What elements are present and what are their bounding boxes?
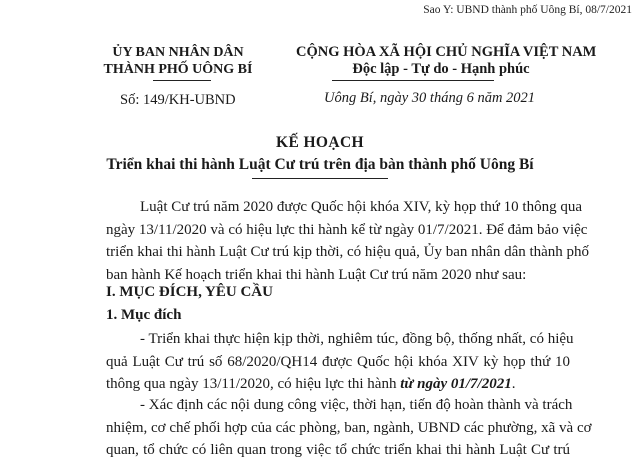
paragraph-line: - Triển khai thực hiện kịp thời, nghiêm túc, đồng bộ, thống nhất, có hiệu — [140, 331, 574, 347]
paragraph-period: . — [511, 376, 516, 392]
paragraph-line: - Xác định các nội dung công việc, thời hạn, tiến độ hoàn thành và trách — [140, 397, 573, 413]
copy-note: Sao Y: UBND thành phố Uông Bí, 08/7/2021 — [423, 4, 632, 16]
effective-date-emphasis: từ ngày 01/7/2021 — [400, 376, 512, 392]
document-title: KẾ HOẠCH — [275, 134, 365, 151]
intro-line: triển khai thi hành Luật Cư trú kịp thời, có hiệu quả, Ủy ban nhân dân thành phố — [106, 244, 590, 260]
intro-line: ban hành Kế hoạch triển khai thi hành Luật Cư trú năm 2020 như sau: — [106, 266, 527, 283]
subtitle-underline — [252, 178, 388, 179]
national-motto: Độc lập - Tự do - Hạnh phúc — [352, 61, 530, 77]
intro-line: Luật Cư trú năm 2020 được Quốc hội khóa XIV, kỳ họp thứ 10 thông qua — [140, 199, 582, 215]
paragraph-line: quả Luật Cư trú số 68/2020/QH14 được Quốc hội khóa XIV kỳ họp thứ 10 — [106, 353, 570, 370]
purpose-paragraph-2 — [106, 394, 592, 462]
section-heading: I. MỤC ĐÍCH, YÊU CẦU — [106, 284, 273, 300]
paragraph-text: thông qua ngày 13/11/2020, có hiệu lực thi hành — [106, 376, 401, 392]
intro-paragraph — [106, 196, 590, 286]
paragraph-line: nhiệm, cơ chế phối hợp của các phòng, ban, ngành, UBND các phường, xã và cơ — [106, 419, 592, 436]
purpose-paragraph-1 — [106, 328, 574, 396]
document-number: Số: 149/KH-UBND — [120, 92, 236, 108]
org-underline — [153, 80, 211, 81]
nation-name: CỘNG HÒA XÃ HỘI CHỦ NGHĨA VIỆT NAM — [296, 44, 597, 60]
subsection-heading: 1. Mục đích — [106, 307, 182, 323]
motto-underline — [332, 80, 494, 81]
document-subtitle: Triển khai thi hành Luật Cư trú trên địa bàn thành phố Uông Bí — [106, 156, 534, 173]
org-line-1: ỦY BAN NHÂN DÂN — [112, 45, 244, 60]
national-header — [296, 44, 597, 78]
paragraph-line-with-emphasis — [106, 373, 570, 396]
intro-line: ngày 13/11/2020 và có hiệu lực thi hành kể từ ngày 01/7/2021. Để đảm bảo việc — [106, 221, 588, 238]
issuing-organization — [88, 44, 268, 78]
paragraph-line: quan, tổ chức có liên quan trong việc tổ chức triển khai thi hành Luật Cư trú — [106, 442, 570, 458]
org-line-2: THÀNH PHỐ UÔNG BÍ — [103, 62, 253, 77]
place-date: Uông Bí, ngày 30 tháng 6 năm 2021 — [324, 90, 536, 106]
